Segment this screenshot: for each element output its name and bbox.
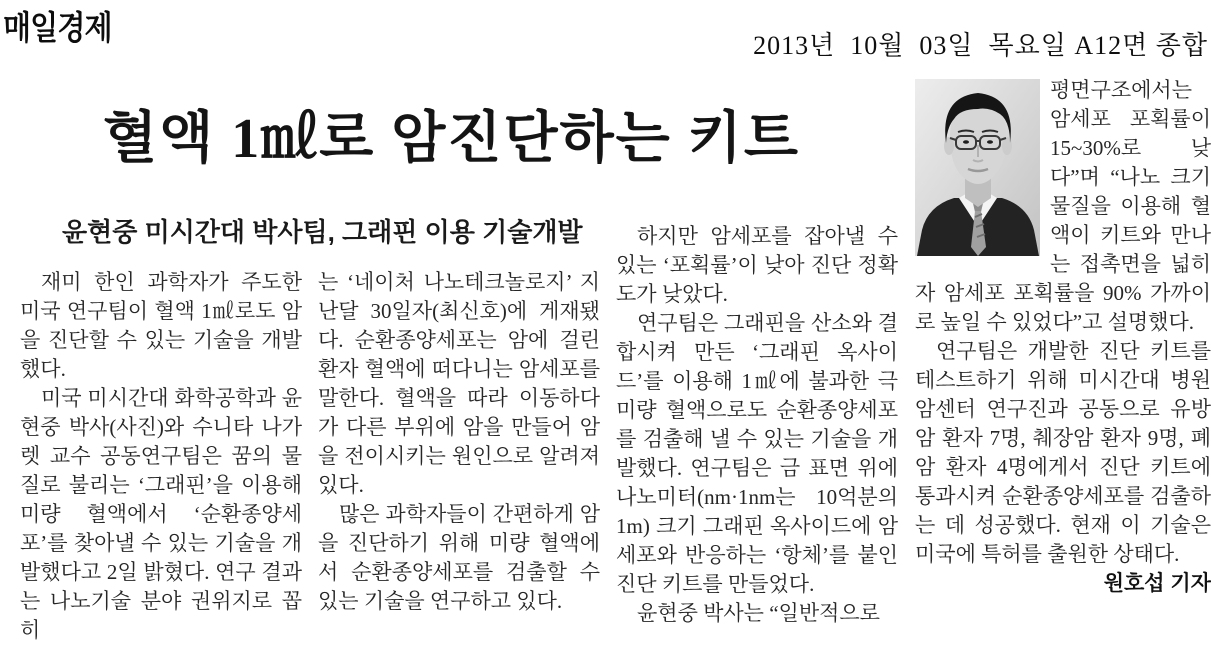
dateline: 2013년 10월 03일 목요일 A12면 종합	[753, 31, 1208, 60]
article-subheadline: 윤현중 미시간대 박사팀, 그래핀 이용 기술개발	[62, 217, 583, 247]
paragraph: 하지만 암세포를 잡아낼 수 있는 ‘포획률’이 낮아 진단 정확도가 낮았다.	[616, 224, 898, 306]
paragraph: 는 ‘네이처 나노테크놀로지’ 지난달 30일자(최신호)에 게재됐다. 순환종양세포는 암에 걸린 환자 혈액에 떠다니는 암세포를 말한다. 혈액을 따라 이동하다가 다른 부위에 암을 만들어 암을 전이시키는 원인으로 알려져 있다.	[318, 270, 600, 497]
portrait-photo	[915, 79, 1040, 256]
paragraph: 미국 미시간대 화학공학과 윤현중 박사(사진)와 수니타 나가렛 교수 공동연구팀은 꿈의 물질로 불리는 ‘그래핀’을 이용해 미량 혈액에서 ‘순환종양세포’를 찾아낼 수 있는 기술을 개발했다고 2일 밝혔다. 연구 결과는 나노기술 분야 권위지로 꼽히	[20, 386, 302, 642]
portrait-photo-graphic	[915, 79, 1040, 256]
paragraph	[915, 337, 1211, 595]
article-column-1	[20, 268, 302, 645]
article-column-4	[915, 76, 1211, 598]
paragraph: 많은 과학자들이 간편하게 암을 진단하기 위해 미량 혈액에서 순환종양세포를 검출할 수 있는 기술을 연구하고 있다.	[318, 502, 600, 613]
article-column-2	[318, 268, 600, 616]
reporter-byline: 원호섭 기자	[1103, 572, 1211, 595]
newspaper-logo: 매일경제	[3, 9, 112, 46]
paragraph: 재미 한인 과학자가 주도한 미국 연구팀이 혈액 1㎖로도 암을 진단할 수 있는 기술을 개발했다.	[20, 270, 302, 381]
article-column-3	[616, 222, 898, 628]
paragraph: 연구팀은 그래핀을 산소와 결합시켜 만든 ‘그래핀 옥사이드’를 이용해 1㎖에 불과한 극미량 혈액으로도 순환종양세포를 검출해 낼 수 있는 기술을 개발했다. 연구팀은 금 표면 위에 나노미터(nm·1nm는 10억분의 1m) 크기 그래핀 옥사이드에 암세포와 반응하는 ‘항체’를 붙인 진단 키트를 만들었다.	[616, 311, 898, 596]
paragraph-text: 연구팀은 개발한 진단 키트를 테스트하기 위해 미시간대 병원 암센터 연구진과 공동으로 유방암 환자 7명, 췌장암 환자 9명, 폐암 환자 4명에게서 진단 키트에 통과시켜 순환종양세포를 검출하는 데 성공했다. 현재 이 기술은 미국에 특허를 출원한 상태다.	[915, 339, 1211, 566]
paragraph: 윤현중 박사는 “일반적으로	[637, 601, 880, 625]
article-headline: 혈액 1㎖로 암진단하는 키트	[103, 108, 800, 170]
paragraph: 평면구조에서는 암세포 포획률이 15~30%로 낮다”며 “나노 크기 물질을 이용해 혈액이 키트와 만나는 접촉면을 넓히자 암세포 포획률을 90% 가까이로 높일 수 있었다”고 설명했다.	[915, 78, 1211, 334]
